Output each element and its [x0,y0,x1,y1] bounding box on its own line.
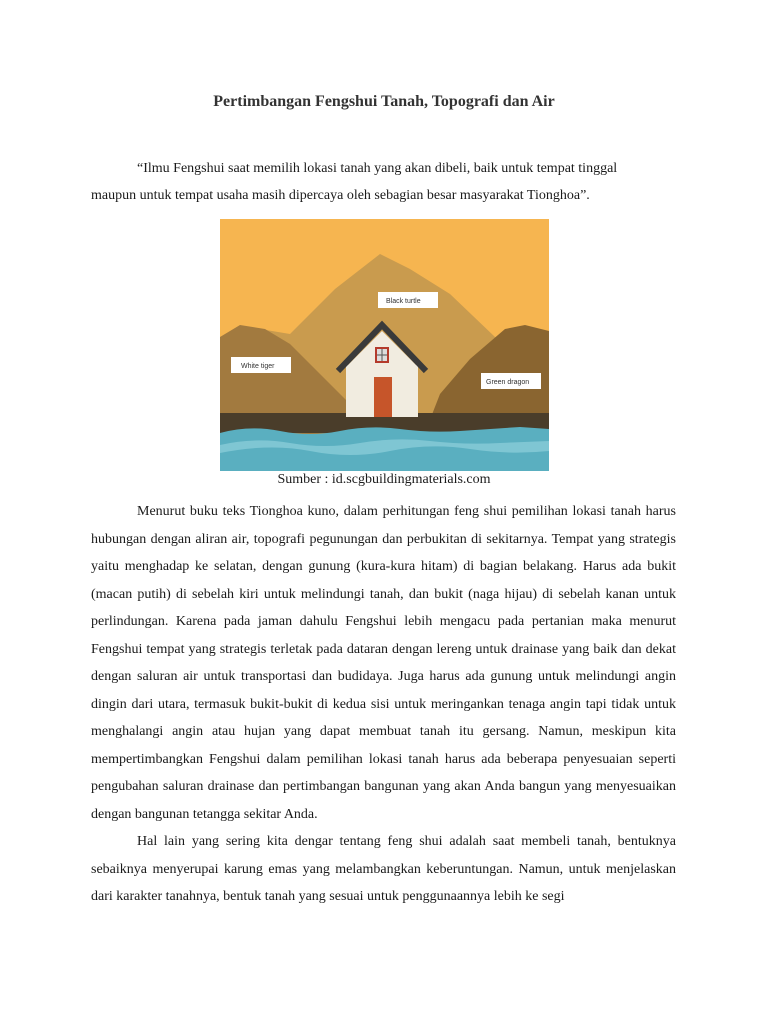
quote-line-2: maupun untuk tempat usaha masih dipercaya oleh sebagian besar masyarakat Tionghoa”. [91,188,590,203]
intro-quote [91,155,676,209]
figure-caption: Sumber : id.scgbuildingmaterials.com [277,472,491,487]
label-black-turtle: Black turtle [386,298,421,305]
label-white-tiger: White tiger [241,363,275,370]
paragraph-1: Menurut buku teks Tionghoa kuno, dalam perhitungan feng shui pemilihan lokasi tanah harus hubungan dengan aliran air, topografi pegunungan dan perbukitan di sekitarnya. Tempat yang strategis yaitu menghadap ke selatan, dengan gunung (kura-kura hitam) di bagian belakang. Harus ada bukit (macan putih) di sebelah kiri untuk melindungi tanah, dan bukit (naga hijau) di sebelah kanan untuk perlindungan. Karena pada jaman dahulu Fengshui lebih mengacu pada pertanian maka menurut Fengshui tempat yang strategis terletak pada dataran dengan lereng untuk drainase yang baik dan dekat dengan saluran air untuk transportasi dan budidaya. Juga harus ada gunung untuk melindungi angin dingin dari utara, termasuk bukit-bukit di kedua sisi untuk meringankan tenaga angin tapi tidak untuk menghalangi angin atau hujan yang dapat membuat tanah itu gersang. Namun, meskipun kita mempertimbangkan Fengshui dalam pemilihan lokasi tanah harus ada beberapa penyesuaian seperti pengubahan saluran drainase dan pertimbangan bangunan yang akan Anda bangun yang menyesuaikan dengan bangunan tetangga sekitar Anda. [91,504,676,822]
quote-line-1: “Ilmu Fengshui saat memilih lokasi tanah yang akan dibeli, baik untuk tempat tinggal [137,161,618,176]
paragraph-2: Hal lain yang sering kita dengar tentang feng shui adalah saat membeli tanah, bentuknya sebaiknya menyerupai karung emas yang melambangkan keberuntungan. Namun, untuk menjelaskan dari karakter tanahnya, bentuk tanah yang sesuai untuk penggunaannya lebih ke segi [91,834,676,904]
house-door [374,377,392,417]
illustration-svg [220,219,549,471]
page-title: Pertimbangan Fengshui Tanah, Topografi dan Air [213,93,555,110]
fengshui-illustration [220,219,549,471]
label-green-dragon: Green dragon [486,379,530,386]
